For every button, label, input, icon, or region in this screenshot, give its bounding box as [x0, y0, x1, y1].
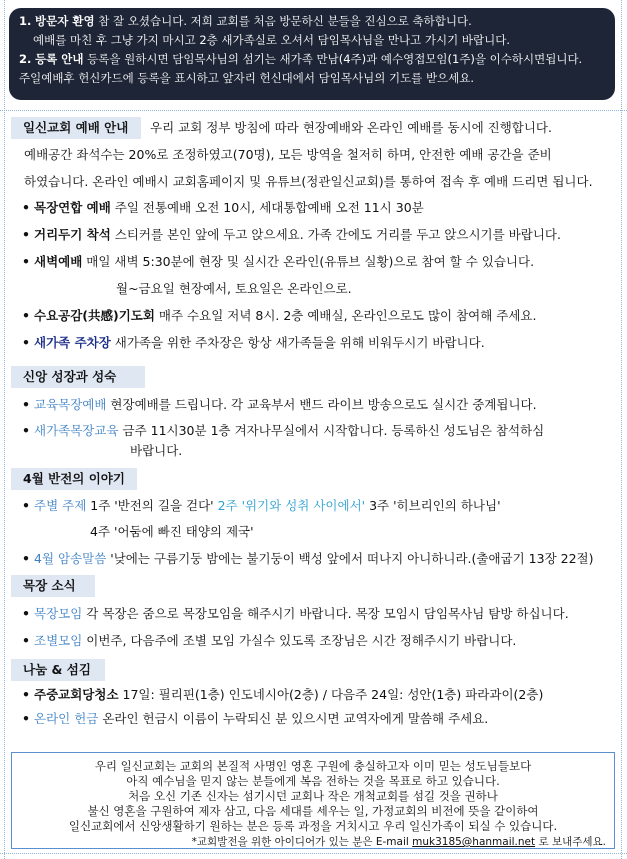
list-item — [22, 199, 424, 217]
worship-paragraph-2: 하였습니다. 온라인 예배시 교회홈페이지 및 유튜브(정관일신교회)를 통하여 접속 후 예배 드리면 됩니다. — [24, 174, 593, 189]
item-label: 목장모임 — [34, 606, 83, 621]
item-label: 새가족 주차장 — [34, 335, 111, 350]
bullet: • — [22, 200, 30, 215]
vision-line: 아직 예수님을 믿지 않는 분들에게 복음 전하는 것을 목표로 하고 있습니다. — [126, 774, 500, 788]
list-item-continued: 월~금요일 현장예서, 토요일은 온라인으로. — [116, 281, 352, 296]
bullet: • — [22, 633, 30, 648]
bullet: • — [22, 606, 30, 621]
registration-text-2: 주일예배후 헌신카드에 등록을 표시하고 앞자리 헌신대에서 담임목사님의 기도를 받으세요. — [19, 71, 475, 85]
theme-week-3: 3주 '히브리인의 하나님' — [365, 498, 501, 513]
section-title-mokjang: 목장 소식 — [11, 575, 95, 597]
bullet: • — [22, 335, 30, 350]
item-label: 주중교회당청소 — [34, 687, 119, 702]
item-label: 거리두기 착석 — [34, 227, 111, 242]
section-title-faith: 신앙 성장과 성숙 — [11, 366, 145, 388]
bullet: • — [22, 711, 30, 726]
bullet: • — [22, 397, 30, 412]
vision-line: 우리 일신교회는 교회의 본질적 사명인 영혼 구원에 충실하고자 이미 믿는 성도님들보다 — [94, 759, 532, 773]
bullet: • — [22, 498, 30, 513]
memory-verse — [22, 550, 594, 568]
item-number: 2. — [19, 52, 32, 66]
weekly-theme — [22, 497, 501, 515]
item-text: 새가족을 위한 주차장은 항상 새가족들을 위해 비워두시기 바랍니다. — [110, 335, 485, 350]
registration-label: 등록 안내 — [35, 52, 84, 66]
theme-week-1: 1주 '반전의 길을 걷다' — [86, 498, 214, 513]
list-item — [22, 605, 569, 623]
worship-intro: 우리 교회 정부 방침에 따라 현장예배와 온라인 예배를 동시에 진행합니다. — [150, 120, 552, 135]
idea-note-text: *교회발전을 위한 아이디어가 있는 분은 E-mail — [191, 836, 413, 848]
list-item — [22, 422, 544, 440]
vision-line: 처음 오신 기존 신자는 섬기시던 교회나 작은 개척교회를 섬길 것을 권하나 — [128, 789, 498, 803]
item-text: 각 목장은 줌으로 목장모임을 해주시기 바랍니다. 목장 모임시 담임목사님 탐방 하십니다. — [82, 606, 569, 621]
visitor-welcome-text-2: 예배를 마친 후 그냥 가지 마시고 2층 새가족실로 오셔서 담임목사님을 만나고 가시기 바랍니다. — [33, 33, 510, 47]
item-label: 새가족목장교육 — [34, 423, 119, 438]
welcome-banner — [9, 8, 615, 100]
item-label: 주별 주제 — [34, 498, 87, 513]
item-text: 이번주, 다음주에 조별 모임 가실수 있도록 조장님은 시간 정해주시기 바랍니다. — [82, 633, 517, 648]
item-label: 교육목장예배 — [34, 397, 107, 412]
vision-line: 일신교회에서 신앙생활하기 원하는 분은 등록 과정을 거치시고 우리 일신가족이 되실 수 있습니다. — [68, 819, 558, 833]
worship-paragraph-1: 예배공간 좌석수는 20%로 조정하였고(70명), 모든 방역을 철저히 하며, 안전한 예배 공간을 준비 — [24, 147, 552, 162]
item-label: 4월 암송말씀 — [34, 551, 107, 566]
visitor-welcome-label: 방문자 환영 — [35, 14, 95, 28]
bullet: • — [22, 227, 30, 242]
theme-week-2: 2주 '위기와 성취 사이에서' — [213, 498, 366, 513]
list-item — [22, 396, 537, 414]
section-title-sharing: 나눔 & 섬김 — [11, 659, 105, 681]
list-item — [22, 334, 485, 352]
list-item — [22, 226, 561, 244]
item-text: 스티커를 본인 앞에 두고 앉으세요. 가족 간에도 거리를 두고 앉으시기를 바랍니다. — [110, 227, 561, 242]
item-number: 1. — [19, 14, 32, 28]
theme-week-4: 4주 '어둠에 빠진 태양의 제국' — [90, 524, 254, 539]
item-label: 새벽예배 — [34, 254, 83, 269]
item-text: '낮에는 구름기둥 밤에는 불기둥이 백성 앞에서 떠나지 아니하니라.(출애굽기 13장 22절) — [106, 551, 594, 566]
item-text: 금주 11시30분 1층 겨자나무실에서 시작합니다. 등록하신 성도님은 참석하심 — [118, 423, 545, 438]
visitor-welcome-text: 참 잘 오셨습니다. 저희 교회를 처음 방문하신 분들을 진심으로 축하합니다. — [94, 14, 472, 28]
guide-line — [0, 853, 627, 854]
bullet: • — [22, 551, 30, 566]
item-label: 수요공감(共感)기도회 — [34, 308, 155, 323]
item-text: 매일 새벽 5:30분에 현장 및 실시간 온라인(유튜브 실황)으로 참여 할 수 있습니다. — [82, 254, 535, 269]
bullet: • — [22, 423, 30, 438]
item-text: 17일: 필리핀(1층) 인도네시아(2층) / 다음주 24일: 성안(1층) 파라과이(2층) — [118, 687, 544, 702]
list-item — [22, 632, 516, 650]
item-label: 목장연합 예배 — [34, 200, 111, 215]
item-text: 주일 전통예배 오전 10시, 세대통합예배 오전 11시 30분 — [110, 200, 424, 215]
list-item — [22, 686, 543, 704]
list-item — [22, 307, 536, 325]
section-title-worship: 일신교회 예배 안내 — [11, 117, 141, 139]
idea-note-text: 로 보내주세요. — [535, 836, 606, 848]
vision-line: 불신 영혼을 구원하여 제자 삼고, 다음 세대를 세우는 일, 가정교회의 비전에 뜻을 같이하여 — [87, 804, 539, 818]
idea-note — [12, 835, 614, 850]
registration-text: 등록을 원하시면 담임목사님의 섬기는 새가족 만남(4주)과 예수영접모임(1주)을 이수하시면됩니다. — [83, 52, 583, 66]
list-item-continued: 바랍니다. — [130, 443, 183, 458]
guide-line — [621, 0, 622, 859]
list-item — [22, 253, 534, 271]
bullet: • — [22, 254, 30, 269]
bullet: • — [22, 308, 30, 323]
item-text: 온라인 헌금시 이름이 누락되신 분 있으시면 교역자에게 말씀해 주세요. — [98, 711, 489, 726]
vision-statement-box — [11, 752, 615, 849]
item-label: 조별모임 — [34, 633, 83, 648]
item-label: 온라인 헌금 — [34, 711, 99, 726]
bullet: • — [22, 687, 30, 702]
guide-line — [4, 0, 5, 859]
email-link[interactable]: muk3185@hanmail.net — [412, 836, 536, 848]
item-text: 매주 수요일 저녁 8시. 2층 예배실, 온라인으로도 많이 참여해 주세요. — [154, 308, 537, 323]
section-title-april: 4월 반전의 이야기 — [11, 468, 137, 490]
item-text: 현장예배를 드립니다. 각 교육부서 밴드 라이브 방송으로도 실시간 중계됩니다. — [106, 397, 537, 412]
guide-line — [0, 110, 627, 111]
list-item — [22, 710, 488, 728]
